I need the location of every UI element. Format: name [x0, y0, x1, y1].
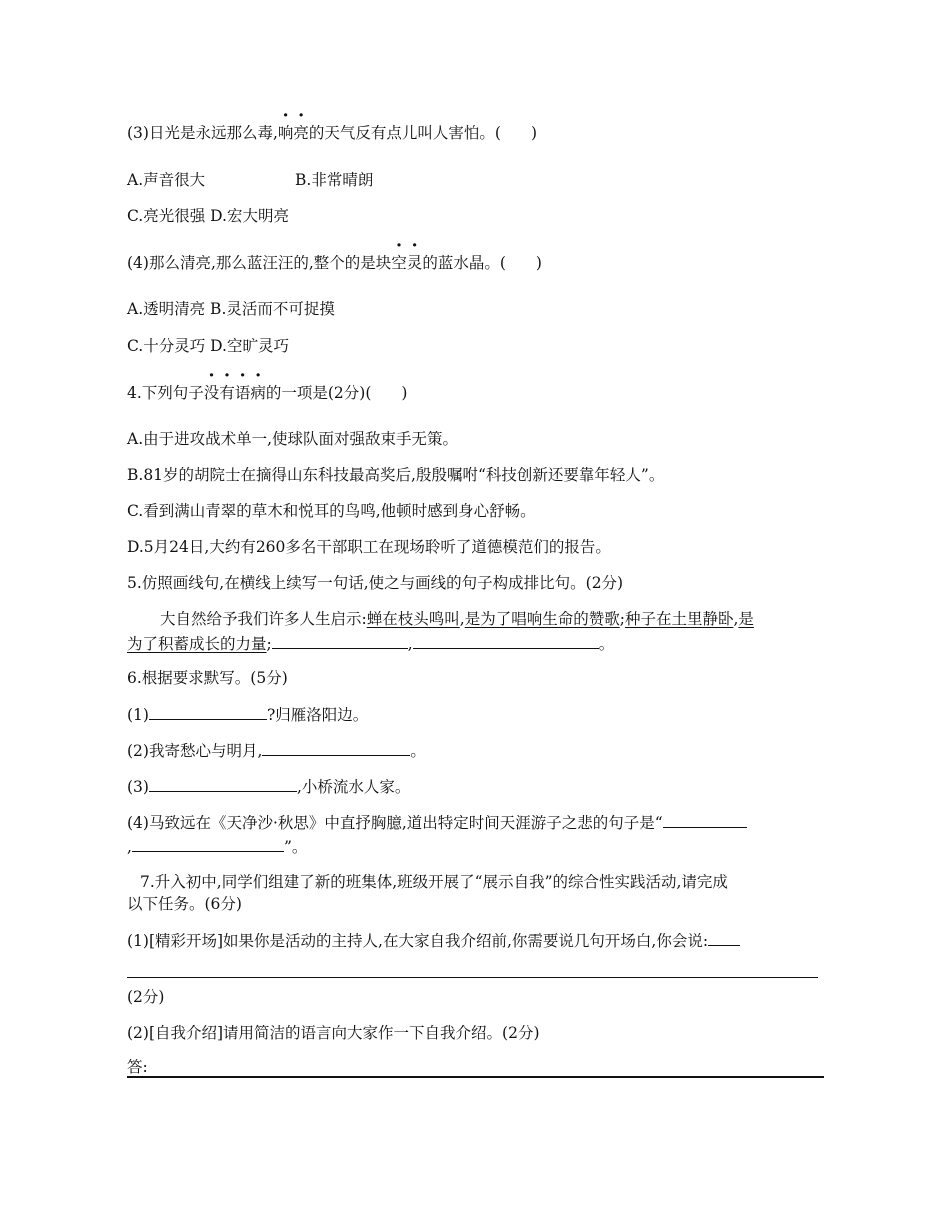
blank-line[interactable]	[413, 632, 599, 649]
answer-line[interactable]	[127, 977, 818, 978]
q4-option-c: C.看到满山青翠的草木和悦耳的鸟鸣,他顿时感到身心舒畅。	[127, 502, 536, 520]
q6-item2: (2)我寄愁心与明月, 。	[127, 739, 426, 762]
q4-option-b: B.81岁的胡院士在摘得山东科技最高奖后,殷殷嘱咐“科技创新还要靠年轻人”。	[127, 466, 665, 484]
q7-sub1-score: (2分)	[127, 988, 165, 1006]
q5-passage-line1: 大自然给予我们许多人生启示:蝉在枝头鸣叫,是为了唱响生命的赞歌;种子在土里静卧,是	[160, 610, 754, 628]
q6-item4: (4)马致远在《天净沙·秋思》中直抒胸臆,道出特定时间天涯游子之悲的句子是“	[127, 811, 747, 834]
dotted-char: 空	[391, 254, 407, 272]
q3-sub4-stem: (4)那么清亮,那么蓝汪汪的,整个的是块空灵的蓝水晶。( )	[127, 254, 542, 272]
q6-title: 6.根据要求默写。(5分)	[127, 669, 288, 687]
q3-sub4-options-ab: A.透明清亮 B.灵活而不可捉摸	[127, 300, 335, 318]
underlined-phrase: 种子在土里静卧	[624, 610, 734, 628]
dotted-char: 病	[250, 384, 266, 402]
q4-option-d: D.5月24日,大约有260多名干部职工在现场聆听了道德模范们的报告。	[127, 538, 611, 556]
underlined-phrase: 为了积蓄成长的力量	[127, 635, 267, 653]
option-a: A.声音很大	[127, 171, 206, 189]
q7-sub1: (1)[精彩开场]如果你是活动的主持人,在大家自我介绍前,你需要说几句开场白,你会说:	[127, 929, 740, 952]
q4-stem: 4.下列句子没有语病的一项是(2分)( )	[127, 384, 408, 402]
blank-line[interactable]	[149, 775, 297, 792]
q7-title-line2: 以下任务。(6分)	[127, 895, 242, 913]
blank-line[interactable]	[149, 703, 267, 720]
q7-answer-label: 答:	[127, 1058, 148, 1076]
dotted-char: 没	[203, 384, 220, 402]
underlined-phrase: 蝉在枝头鸣叫	[366, 610, 460, 628]
q3-sub3-options-ab	[127, 169, 205, 191]
blank-line[interactable]	[272, 632, 408, 649]
q3-sub3-stem: (3)日光是永远那么毒,响亮的天气反有点儿叫人害怕。( )	[127, 124, 538, 142]
q6-item3: (3) ,小桥流水人家。	[127, 775, 410, 798]
answer-line[interactable]	[127, 1076, 824, 1078]
q3-sub4-options-cd: C.十分灵巧 D.空旷灵巧	[127, 337, 289, 355]
q4-option-a: A.由于进攻战术单一,使球队面对强敌束手无策。	[127, 430, 459, 448]
q7-title-line1: 7.升入初中,同学们组建了新的班集体,班级开展了“展示自我”的综合性实践活动,请完成	[140, 873, 728, 891]
underlined-phrase: 是为了唱响生命的赞歌	[464, 610, 620, 628]
q5-passage-line2: 为了积蓄成长的力量; , 。	[127, 632, 614, 655]
underlined-phrase: 是	[738, 610, 754, 628]
q3-sub3-options-cd: C.亮光很强 D.宏大明亮	[127, 207, 289, 225]
dotted-char: 语	[234, 384, 251, 402]
q7-sub2: (2)[自我介绍]请用简洁的语言向大家作一下自我介绍。(2分)	[127, 1024, 540, 1042]
blank-line[interactable]	[262, 739, 410, 756]
blank-line[interactable]	[132, 835, 284, 852]
dotted-char: 响	[277, 124, 294, 142]
dotted-char: 亮	[293, 124, 309, 142]
q6-item1: (1) ?归雁洛阳边。	[127, 703, 368, 726]
q3-sub3-option-b: B.非常晴朗	[295, 171, 374, 189]
blank-line[interactable]	[708, 929, 740, 946]
q6-item4-continued: , ”。	[127, 835, 307, 858]
dotted-char: 有	[219, 384, 235, 402]
q5-title: 5.仿照画线句,在横线上续写一句话,使之与画线的句子构成排比句。(2分)	[127, 574, 624, 592]
dotted-char: 灵	[406, 254, 423, 272]
blank-line[interactable]	[663, 811, 747, 828]
